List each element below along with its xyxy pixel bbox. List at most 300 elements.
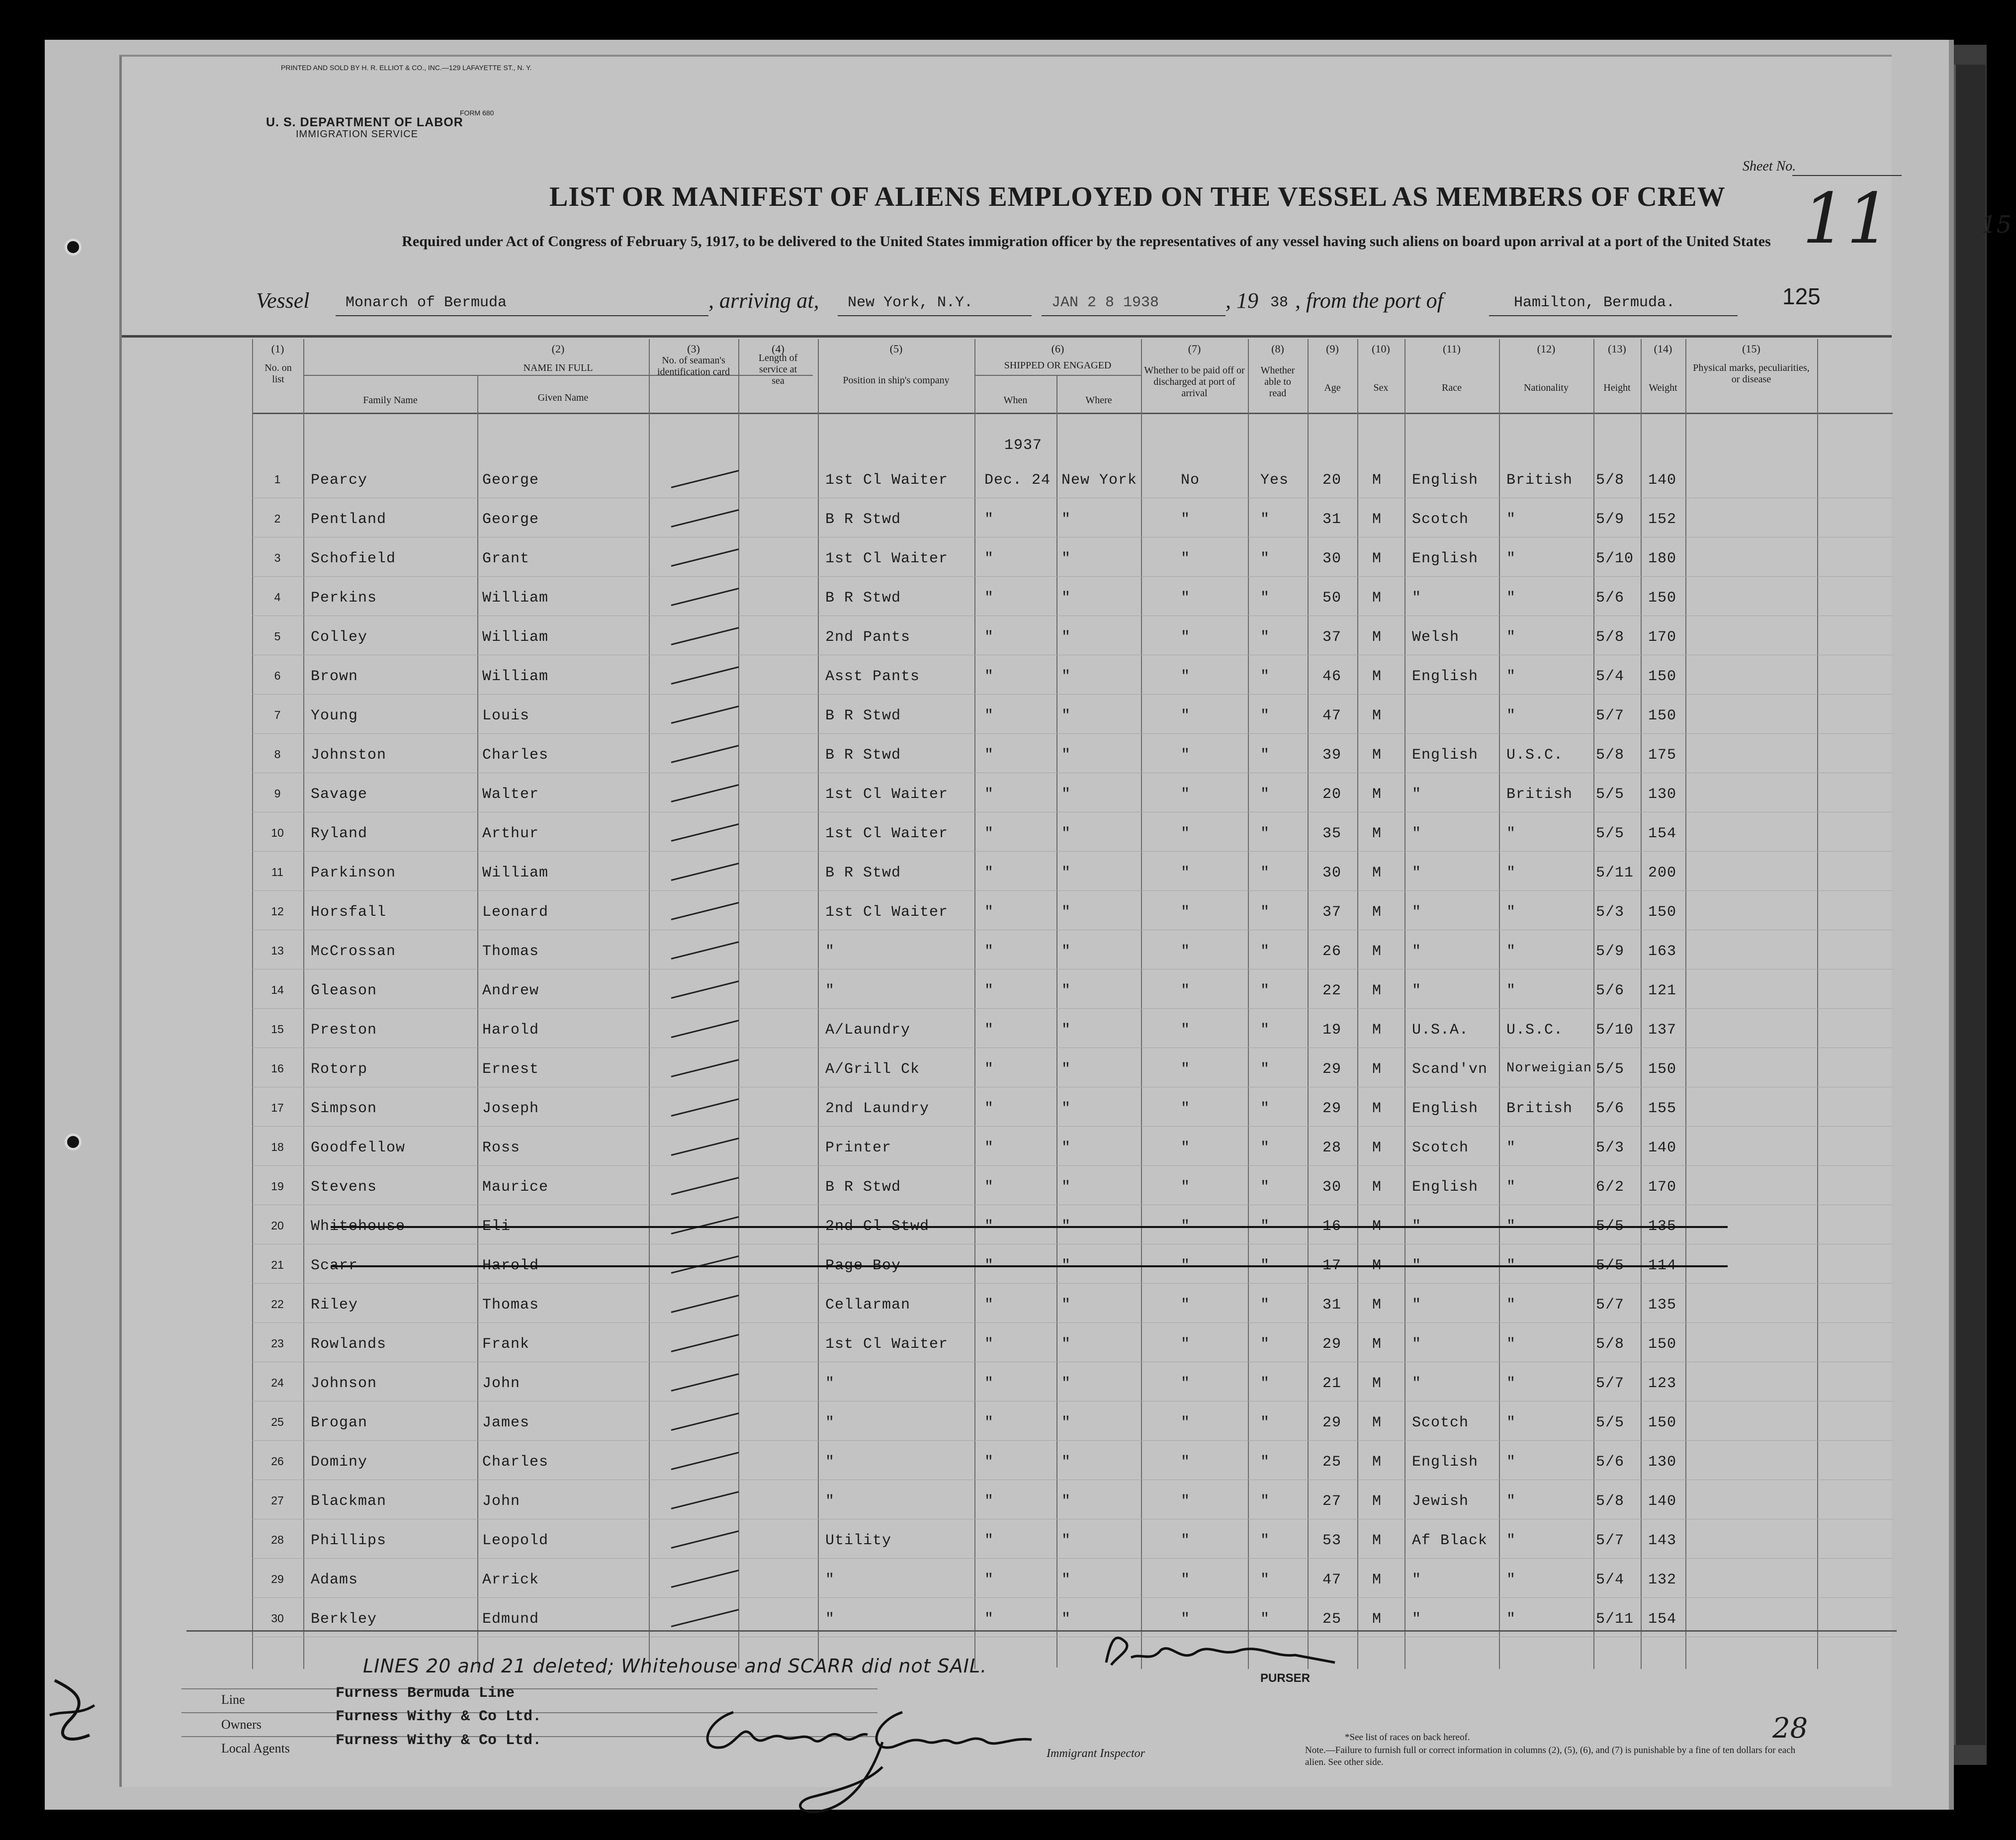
sex-cell: M	[1372, 668, 1382, 685]
family-name-cell: Berkley	[311, 1611, 377, 1628]
nationality-cell: British	[1506, 472, 1573, 489]
shipped-when-cell: "	[984, 511, 994, 528]
row-rule	[252, 890, 1893, 891]
position-cell: B R Stwd	[825, 707, 901, 724]
col-rule	[303, 339, 304, 1669]
paid-off-cell: "	[1181, 1532, 1191, 1549]
position-cell: B R Stwd	[825, 747, 901, 764]
col-rule	[1056, 375, 1057, 1667]
col-rule	[1593, 339, 1594, 1669]
row-number: 1	[274, 473, 281, 486]
able-read-cell: "	[1260, 629, 1270, 646]
family-name-cell: Rowlands	[311, 1336, 387, 1353]
deleted-row-strike	[331, 1265, 1728, 1267]
shipped-where-cell: "	[1061, 629, 1071, 646]
shipped-where-cell: "	[1061, 1139, 1071, 1156]
nationality-cell: "	[1506, 707, 1516, 724]
paid-off-cell: "	[1181, 1218, 1191, 1235]
shipped-when-cell: "	[984, 786, 994, 803]
able-read-cell: "	[1260, 943, 1270, 960]
age-cell: 31	[1322, 511, 1342, 528]
header-paid-off: Whether to be paid off or discharged at port of arrival	[1144, 365, 1245, 399]
paid-off-cell: "	[1181, 707, 1191, 724]
shipped-when-cell: "	[984, 1100, 994, 1117]
purser-label: PURSER	[1260, 1671, 1311, 1685]
col-rule	[1248, 339, 1249, 1669]
height-cell: 5/5	[1596, 1061, 1625, 1078]
col-rule	[1404, 339, 1405, 1669]
shipped-when-cell: "	[984, 1336, 994, 1353]
given-name-cell: Arthur	[482, 825, 539, 842]
given-name-cell: Harold	[482, 1022, 539, 1039]
race-cell: "	[1412, 825, 1422, 842]
given-name-cell: George	[482, 511, 539, 528]
shipped-where-cell: "	[1061, 943, 1071, 960]
race-cell: "	[1412, 1572, 1422, 1588]
shipped-where-cell: "	[1061, 1022, 1071, 1039]
able-read-cell: "	[1260, 982, 1270, 999]
weight-cell: 121	[1648, 982, 1677, 999]
height-cell: 5/4	[1596, 668, 1625, 685]
deleted-row-strike	[331, 1226, 1728, 1228]
age-cell: 37	[1322, 629, 1342, 646]
weight-cell: 154	[1648, 825, 1677, 842]
age-cell: 30	[1322, 550, 1342, 567]
age-cell: 35	[1322, 825, 1342, 842]
shipped-when-cell: "	[984, 707, 994, 724]
hand-flourish-margin	[45, 1670, 114, 1750]
id-card-dash	[671, 1452, 739, 1470]
service-name: IMMIGRATION SERVICE	[296, 129, 419, 140]
nationality-cell: "	[1506, 865, 1516, 881]
shipped-where-cell: "	[1061, 1611, 1071, 1628]
row-rule	[252, 694, 1893, 695]
form-sheet	[119, 55, 2012, 1787]
given-name-cell: Harold	[482, 1257, 539, 1274]
paid-off-cell: "	[1181, 1100, 1191, 1117]
position-cell: 1st Cl Waiter	[825, 550, 949, 567]
family-name-cell: Preston	[311, 1022, 377, 1039]
shipped-subheader-rule	[974, 375, 1141, 376]
shipped-when-cell: "	[984, 1572, 994, 1588]
given-name-cell: Edmund	[482, 1611, 539, 1628]
race-cell: "	[1412, 1611, 1422, 1628]
weight-cell: 150	[1648, 1414, 1677, 1431]
given-name-cell: Leonard	[482, 904, 549, 921]
row-number: 6	[274, 669, 281, 682]
header-height: Height	[1603, 382, 1631, 393]
family-name-cell: Pentland	[311, 511, 387, 528]
race-cell: "	[1412, 1375, 1422, 1392]
binder-hole	[65, 1134, 82, 1150]
family-name-cell: Goodfellow	[311, 1139, 406, 1156]
weight-cell: 200	[1648, 865, 1677, 881]
shipped-where-cell: "	[1061, 668, 1071, 685]
paid-off-cell: "	[1181, 786, 1191, 803]
nationality-cell: "	[1506, 904, 1516, 921]
position-cell: 1st Cl Waiter	[825, 472, 949, 489]
sex-cell: M	[1372, 904, 1382, 921]
family-name-cell: Brogan	[311, 1414, 368, 1431]
nationality-cell: "	[1506, 982, 1516, 999]
paid-off-cell: "	[1181, 1375, 1191, 1392]
row-rule	[252, 1165, 1893, 1166]
col-rule	[1685, 339, 1686, 1669]
nationality-cell: "	[1506, 1375, 1516, 1392]
department-name: U. S. DEPARTMENT OF LABOR	[266, 115, 463, 129]
able-read-cell: "	[1260, 1139, 1270, 1156]
weight-cell: 143	[1648, 1532, 1677, 1549]
col-number-13: (13)	[1608, 343, 1626, 355]
page-number: 125	[1782, 283, 1821, 309]
family-name-cell: Gleason	[311, 982, 377, 999]
row-number: 5	[274, 630, 281, 643]
nationality-cell: Norweigian	[1506, 1061, 1592, 1076]
family-name-cell: Perkins	[311, 590, 377, 607]
position-cell: Printer	[825, 1139, 892, 1156]
footer-line-rule	[181, 1688, 877, 1689]
position-cell: 2nd Pants	[825, 629, 911, 646]
row-number: 7	[274, 708, 281, 721]
sex-cell: M	[1372, 590, 1382, 607]
age-cell: 30	[1322, 1179, 1342, 1196]
shipped-when-cell: Dec. 24	[984, 472, 1051, 489]
able-read-cell: "	[1260, 1336, 1270, 1353]
paid-off-cell: "	[1181, 1336, 1191, 1353]
age-cell: 27	[1322, 1493, 1342, 1510]
height-cell: 5/6	[1596, 590, 1625, 607]
nationality-cell: "	[1506, 943, 1516, 960]
shipped-when-cell: "	[984, 1297, 994, 1314]
arrival-year: 38	[1270, 294, 1289, 311]
age-cell: 29	[1322, 1336, 1342, 1353]
height-cell: 5/5	[1596, 1414, 1625, 1431]
age-cell: 16	[1322, 1218, 1342, 1235]
margin-mark: 15	[1981, 211, 2012, 239]
family-name-cell: Adams	[311, 1572, 358, 1588]
weight-cell: 132	[1648, 1572, 1677, 1588]
paid-off-cell: "	[1181, 1022, 1191, 1039]
sex-cell: M	[1372, 511, 1382, 528]
paid-off-cell: "	[1181, 865, 1191, 881]
header-position: Position in ship's company	[843, 375, 950, 386]
weight-cell: 140	[1648, 1493, 1677, 1510]
back-sheet-edge	[1954, 65, 1986, 1745]
shipped-where-cell: "	[1061, 1414, 1071, 1431]
family-name-cell: Schofield	[311, 550, 396, 567]
shipped-when-cell: "	[984, 550, 994, 567]
paid-off-cell: "	[1181, 1611, 1191, 1628]
col-number-12: (12)	[1537, 343, 1556, 355]
arrival-date-stamp: JAN 2 8 1938	[1052, 294, 1159, 311]
race-cell: English	[1412, 1100, 1479, 1117]
shipped-when-cell: "	[984, 1532, 994, 1549]
shipped-where-cell: "	[1061, 1100, 1071, 1117]
header-id-card: No. of seaman's identification card	[657, 355, 730, 377]
shipped-when-cell: "	[984, 1611, 994, 1628]
id-card-dash	[671, 1373, 739, 1392]
shipped-where-cell: "	[1061, 1454, 1071, 1471]
sex-cell: M	[1372, 1336, 1382, 1353]
col-rule	[738, 339, 739, 1669]
nationality-cell: "	[1506, 629, 1516, 646]
form-number: FORM 680	[460, 109, 494, 117]
weight-cell: 170	[1648, 1179, 1677, 1196]
shipped-where-cell: "	[1061, 1218, 1071, 1235]
paid-off-cell: "	[1181, 1139, 1191, 1156]
given-name-cell: Frank	[482, 1336, 530, 1353]
paid-off-cell: "	[1181, 825, 1191, 842]
able-read-cell: "	[1260, 707, 1270, 724]
age-cell: 19	[1322, 1022, 1342, 1039]
id-card-dash	[671, 1570, 739, 1588]
age-cell: 31	[1322, 1297, 1342, 1314]
race-cell: Scotch	[1412, 511, 1469, 528]
race-cell: English	[1412, 668, 1479, 685]
row-number: 14	[271, 983, 284, 996]
id-card-dash	[671, 548, 739, 567]
sex-cell: M	[1372, 1375, 1382, 1392]
agents-value: Furness Withy & Co Ltd.	[336, 1732, 542, 1749]
height-cell: 5/8	[1596, 1493, 1625, 1510]
header-name-in-full: NAME IN FULL	[523, 362, 593, 373]
race-cell: Scotch	[1412, 1139, 1469, 1156]
age-cell: 25	[1322, 1454, 1342, 1471]
col-rule	[1641, 339, 1642, 1669]
col-rule	[1357, 339, 1358, 1669]
id-card-dash	[671, 784, 739, 802]
position-cell: "	[825, 943, 835, 960]
given-name-cell: Eli	[482, 1218, 511, 1235]
family-name-cell: Riley	[311, 1297, 358, 1314]
position-cell: Page Boy	[825, 1257, 901, 1274]
race-cell: Af Black	[1412, 1532, 1488, 1549]
paid-off-cell: "	[1181, 668, 1191, 685]
race-cell: English	[1412, 747, 1479, 764]
paid-off-cell: "	[1181, 1179, 1191, 1196]
given-name-cell: William	[482, 668, 549, 685]
height-cell: 5/9	[1596, 511, 1625, 528]
height-cell: 5/6	[1596, 1100, 1625, 1117]
age-cell: 21	[1322, 1375, 1342, 1392]
given-name-cell: James	[482, 1414, 530, 1431]
sex-cell: M	[1372, 550, 1382, 567]
from-port-label: , from the port of	[1295, 288, 1443, 313]
family-name-cell: Ryland	[311, 825, 368, 842]
age-cell: 50	[1322, 590, 1342, 607]
row-rule	[252, 1283, 1893, 1284]
row-number: 17	[271, 1101, 284, 1114]
able-read-cell: "	[1260, 865, 1270, 881]
row-number: 2	[274, 512, 281, 525]
position-cell: B R Stwd	[825, 1179, 901, 1196]
shipped-where-cell: "	[1061, 1297, 1071, 1314]
row-rule	[252, 1008, 1893, 1009]
age-cell: 53	[1322, 1532, 1342, 1549]
row-number: 26	[271, 1455, 284, 1468]
sex-cell: M	[1372, 1179, 1382, 1196]
weight-cell: 155	[1648, 1100, 1677, 1117]
race-cell: U.S.A.	[1412, 1022, 1469, 1039]
given-name-cell: Ernest	[482, 1061, 539, 1078]
given-name-cell: Thomas	[482, 943, 539, 960]
row-number: 29	[271, 1573, 284, 1585]
able-read-cell: "	[1260, 1257, 1270, 1274]
given-name-cell: John	[482, 1493, 521, 1510]
shipped-where-cell: "	[1061, 747, 1071, 764]
position-cell: 1st Cl Waiter	[825, 1336, 949, 1353]
able-read-cell: "	[1260, 1454, 1270, 1471]
paid-off-cell: "	[1181, 982, 1191, 999]
able-read-cell: "	[1260, 1611, 1270, 1628]
able-read-cell: "	[1260, 1218, 1270, 1235]
age-cell: 20	[1322, 786, 1342, 803]
row-rule	[252, 1401, 1893, 1402]
paid-off-cell: "	[1181, 1454, 1191, 1471]
owners-label: Owners	[221, 1717, 262, 1732]
shipped-where-cell: "	[1061, 1179, 1071, 1196]
id-card-dash	[671, 980, 739, 999]
col-number-2: (2)	[551, 343, 565, 355]
shipped-where-cell: "	[1061, 1572, 1071, 1588]
paid-off-cell: "	[1181, 1257, 1191, 1274]
row-number: 10	[271, 826, 284, 839]
age-cell: 47	[1322, 707, 1342, 724]
position-cell: A/Grill Ck	[825, 1061, 920, 1078]
row-number: 27	[271, 1494, 284, 1507]
sex-cell: M	[1372, 786, 1382, 803]
header-where: Where	[1085, 395, 1112, 406]
age-cell: 20	[1322, 472, 1342, 489]
position-cell: B R Stwd	[825, 511, 901, 528]
height-cell: 5/3	[1596, 904, 1625, 921]
sheet-label: Sheet No.	[1743, 159, 1796, 174]
able-read-cell: "	[1260, 1061, 1270, 1078]
paid-off-cell: "	[1181, 943, 1191, 960]
weight-cell: 150	[1648, 1336, 1677, 1353]
row-number: 23	[271, 1337, 284, 1350]
sex-cell: M	[1372, 707, 1382, 724]
height-cell: 5/7	[1596, 707, 1625, 724]
sex-cell: M	[1372, 825, 1382, 842]
sex-cell: M	[1372, 1100, 1382, 1117]
age-cell: 17	[1322, 1257, 1342, 1274]
inspector-label: Immigrant Inspector	[1047, 1747, 1145, 1760]
shipped-when-cell: "	[984, 1022, 994, 1039]
year-entry: 1937	[1004, 437, 1043, 454]
shipped-where-cell: "	[1061, 786, 1071, 803]
sex-cell: M	[1372, 1297, 1382, 1314]
vessel-underline	[336, 315, 708, 316]
nationality-cell: British	[1506, 1100, 1573, 1117]
handwritten-count: 28	[1772, 1712, 1808, 1745]
row-number: 25	[271, 1415, 284, 1428]
given-name-cell: Louis	[482, 707, 530, 724]
id-card-dash	[671, 1138, 739, 1156]
height-cell: 5/8	[1596, 1336, 1625, 1353]
shipped-when-cell: "	[984, 629, 994, 646]
able-read-cell: "	[1260, 511, 1270, 528]
row-number: 18	[271, 1140, 284, 1153]
shipped-where-cell: "	[1061, 590, 1071, 607]
shipped-where-cell: "	[1061, 1061, 1071, 1078]
nationality-cell: "	[1506, 1257, 1516, 1274]
header-weight: Weight	[1649, 382, 1677, 393]
able-read-cell: "	[1260, 1572, 1270, 1588]
height-cell: 5/5	[1596, 786, 1625, 803]
able-read-cell: "	[1260, 904, 1270, 921]
col-rule	[477, 375, 478, 1667]
row-number: 4	[274, 591, 281, 604]
sex-cell: M	[1372, 1611, 1382, 1628]
row-rule	[252, 1126, 1893, 1127]
col-number-4: (4)	[772, 343, 785, 355]
able-read-cell: "	[1260, 1414, 1270, 1431]
row-number: 12	[271, 905, 284, 918]
agents-label: Local Agents	[221, 1741, 290, 1755]
age-cell: 29	[1322, 1414, 1342, 1431]
able-read-cell: "	[1260, 747, 1270, 764]
id-card-dash	[671, 1530, 739, 1549]
family-name-cell: Simpson	[311, 1100, 377, 1117]
shipped-where-cell: "	[1061, 511, 1071, 528]
row-rule	[252, 851, 1893, 852]
able-read-cell: "	[1260, 590, 1270, 607]
id-card-dash	[671, 705, 739, 724]
printer-credit: PRINTED AND SOLD BY H. R. ELLIOT & CO., INC.—129 LAFAYETTE ST., N. Y.	[281, 64, 532, 72]
nationality-cell: "	[1506, 1179, 1516, 1196]
shipped-when-cell: "	[984, 943, 994, 960]
port-underline	[1489, 315, 1738, 316]
age-cell: 39	[1322, 747, 1342, 764]
nationality-cell: "	[1506, 1336, 1516, 1353]
race-cell: "	[1412, 1218, 1422, 1235]
race-cell: "	[1412, 786, 1422, 803]
requirement-text: Required under Act of Congress of February 5, 1917, to be delivered to the United States immigration officer by the representatives of any vessel having such aliens on board upon arrival at a port of the United States	[402, 233, 1771, 250]
fine-note: Note.—Failure to furnish full or correct information in columns (2), (5), (6), and (7) is punishable by a fine of ten dollars for each alien. See other side.	[1305, 1745, 1796, 1767]
weight-cell: 150	[1648, 668, 1677, 685]
row-rule	[252, 1558, 1893, 1559]
paid-off-cell: "	[1181, 1061, 1191, 1078]
row-rule	[252, 615, 1893, 616]
shipped-when-cell: "	[984, 1375, 994, 1392]
manifest-page	[45, 40, 2012, 1810]
id-card-dash	[671, 1020, 739, 1038]
paid-off-cell: "	[1181, 1414, 1191, 1431]
position-cell: 1st Cl Waiter	[825, 904, 949, 921]
nationality-cell: "	[1506, 1532, 1516, 1549]
age-cell: 28	[1322, 1139, 1342, 1156]
given-name-cell: William	[482, 865, 549, 881]
sex-cell: M	[1372, 1218, 1382, 1235]
position-cell: "	[825, 1611, 835, 1628]
shipped-when-cell: "	[984, 1454, 994, 1471]
paid-off-cell: "	[1181, 590, 1191, 607]
family-name-cell: Parkinson	[311, 865, 396, 881]
shipped-when-cell: "	[984, 1218, 994, 1235]
row-number: 28	[271, 1533, 284, 1546]
height-cell: 6/2	[1596, 1179, 1625, 1196]
shipped-when-cell: "	[984, 1139, 994, 1156]
header-shipped: SHIPPED OR ENGAGED	[1004, 360, 1112, 371]
able-read-cell: "	[1260, 786, 1270, 803]
purser-signature	[1096, 1623, 1355, 1677]
weight-cell: 170	[1648, 629, 1677, 646]
height-cell: 5/7	[1596, 1532, 1625, 1549]
id-card-dash	[671, 627, 739, 645]
weight-cell: 114	[1648, 1257, 1677, 1274]
height-cell: 5/8	[1596, 747, 1625, 764]
